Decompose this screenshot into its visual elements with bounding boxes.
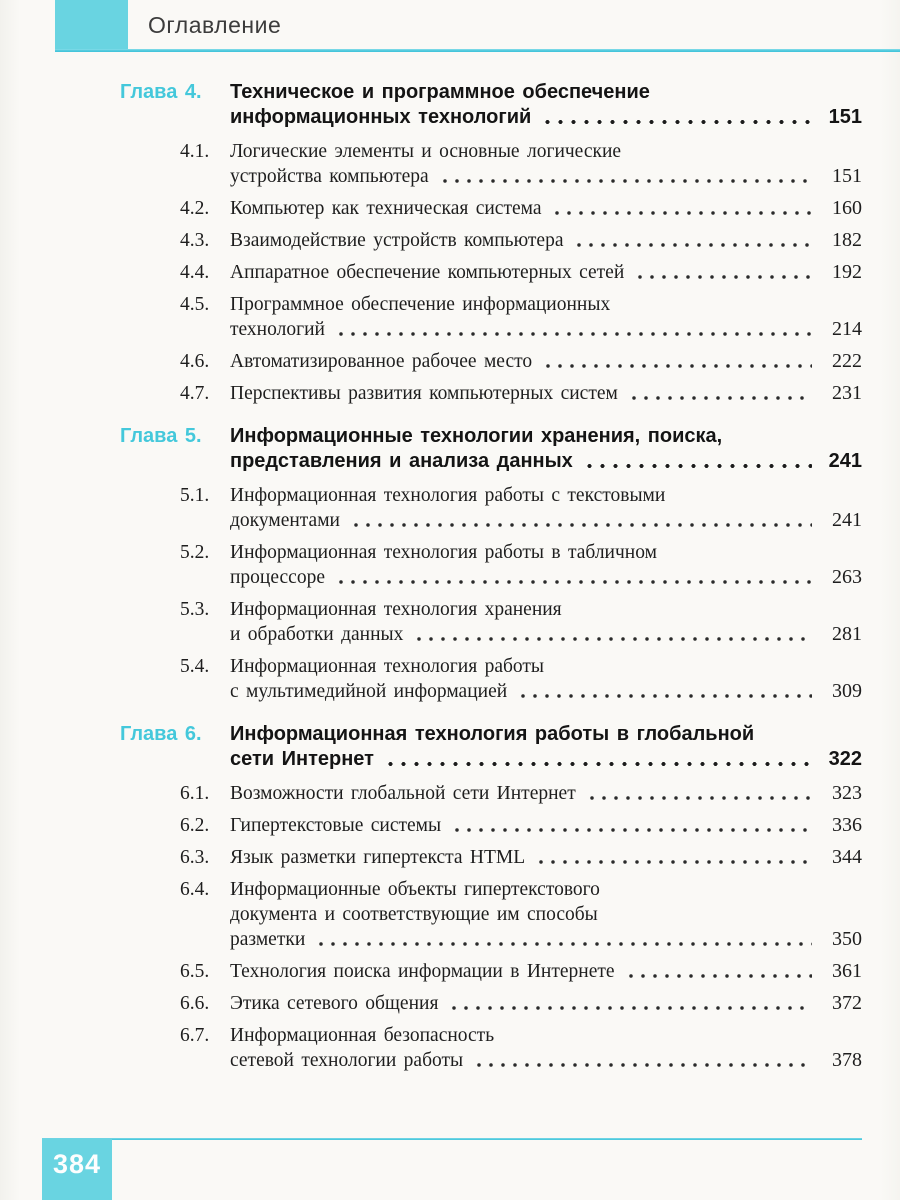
entry-body: [230, 540, 862, 590]
dot-leader: [517, 679, 812, 704]
entry-last-line: [230, 565, 862, 590]
entry-text-line: Этика сетевого общения: [230, 993, 439, 1014]
toc-entry: [120, 1023, 862, 1073]
dot-leader: [315, 927, 812, 952]
entry-page-number: 263: [832, 566, 862, 588]
header-rule-divider: [55, 49, 900, 52]
entry-page-number: 192: [832, 261, 862, 283]
dot-leader: [451, 813, 812, 838]
entry-text-line: Программное обеспечение информационных: [230, 294, 611, 315]
entry-page-number: 151: [828, 106, 862, 128]
chapter-label: Глава 6.: [120, 723, 202, 745]
entry-body: [230, 813, 862, 838]
entry-last-line: [230, 1048, 862, 1073]
entry-body: [230, 1023, 862, 1073]
entry-page-number: 336: [832, 814, 862, 836]
entry-page-number: 378: [832, 1049, 862, 1071]
entry-page-number: 241: [828, 450, 862, 472]
chapter-title: [230, 722, 862, 772]
entry-text-line: Информационная технология работы в глобальной: [230, 723, 755, 745]
dot-leader: [634, 260, 812, 285]
entry-number: 5.3.: [180, 599, 210, 620]
entry-body: [230, 260, 862, 285]
entry-text-line: Технология поиска информации в Интернете: [230, 961, 615, 982]
toc-entry: [120, 654, 862, 704]
dot-leader: [586, 781, 812, 806]
entry-body: [230, 781, 862, 806]
header-corner-square: [55, 0, 128, 51]
entry-text-line: Информационная технология работы в табличном: [230, 542, 657, 563]
entry-last-line: [230, 622, 862, 647]
toc-entry: [120, 781, 862, 806]
entry-text-line: документами: [230, 510, 340, 531]
entry-page-number: 214: [832, 318, 862, 340]
entry-page-number: 182: [832, 229, 862, 251]
entry-text-line: Взаимодействие устройств компьютера: [230, 230, 564, 251]
entry-page-number: 241: [832, 509, 862, 531]
entry-last-line: [230, 679, 862, 704]
toc-entry: [120, 597, 862, 647]
entry-page-number: 322: [828, 748, 862, 770]
entry-number: 5.2.: [180, 542, 210, 563]
entry-body: [230, 959, 862, 984]
page-header: [0, 0, 900, 56]
page-number: 384: [52, 1149, 102, 1179]
entry-number: 4.6.: [180, 351, 210, 372]
dot-leader: [535, 845, 812, 870]
entry-last-line: [230, 747, 862, 772]
entry-page-number: 160: [832, 197, 862, 219]
entry-page-number: 309: [832, 680, 862, 702]
entry-text-line: и обработки данных: [230, 624, 404, 645]
toc-entry: [120, 260, 862, 285]
entry-body: [230, 292, 862, 342]
entry-number: 6.2.: [180, 815, 210, 836]
chapter-block: [120, 424, 862, 704]
entry-last-line: [230, 927, 862, 952]
entry-number: 4.5.: [180, 294, 210, 315]
entry-number: 4.3.: [180, 230, 210, 251]
entry-text-line: Информационная технология работы с текстовыми: [230, 485, 666, 506]
entry-body: [230, 597, 862, 647]
entry-last-line: [230, 991, 862, 1016]
entry-body: [230, 877, 862, 952]
entry-page-number: 361: [832, 960, 862, 982]
entry-body: [230, 654, 862, 704]
toc-entry: [120, 196, 862, 221]
toc-entry: [120, 959, 862, 984]
entry-body: [230, 381, 862, 406]
entry-number: 4.7.: [180, 383, 210, 404]
entry-last-line: [230, 228, 862, 253]
entry-number: 6.1.: [180, 783, 210, 804]
entry-number: 5.4.: [180, 656, 210, 677]
entry-page-number: 222: [832, 350, 862, 372]
entry-text-line: Возможности глобальной сети Интернет: [230, 783, 576, 804]
entry-body: [230, 228, 862, 253]
entry-last-line: [230, 449, 862, 474]
chapter-heading: [120, 80, 862, 130]
entry-body: [230, 196, 862, 221]
entry-text-line: с мультимедийной информацией: [230, 681, 508, 702]
entry-text-line: Логические элементы и основные логические: [230, 141, 622, 162]
chapter-label: Глава 4.: [120, 81, 202, 103]
dot-leader: [335, 317, 812, 342]
entry-body: [230, 991, 862, 1016]
dot-leader: [413, 622, 812, 647]
entry-number: 4.4.: [180, 262, 210, 283]
dot-leader: [541, 105, 812, 130]
dot-leader: [439, 164, 812, 189]
entry-number: 6.6.: [180, 993, 210, 1014]
entry-number: 5.1.: [180, 485, 210, 506]
entry-last-line: [230, 508, 862, 533]
entry-last-line: [230, 164, 862, 189]
chapter-title: [230, 80, 862, 130]
chapter-heading: [120, 424, 862, 474]
entry-text-line: Информационные объекты гипертекстового: [230, 879, 600, 900]
chapter-label: Глава 5.: [120, 425, 202, 447]
entry-text-line: разметки: [230, 929, 306, 950]
page-title: Оглавление: [148, 12, 282, 38]
page-number-badge: [42, 1139, 112, 1200]
entry-text-line: Перспективы развития компьютерных систем: [230, 383, 618, 404]
toc-entry: [120, 381, 862, 406]
entry-page-number: 281: [832, 623, 862, 645]
entry-page-number: 323: [832, 782, 862, 804]
entry-last-line: [230, 105, 862, 130]
entry-text-line: Гипертекстовые системы: [230, 815, 442, 836]
chapter-title: [230, 424, 862, 474]
entry-text-line: Информационные технологии хранения, поиска,: [230, 425, 723, 447]
entry-text-line: Информационная технология хранения: [230, 599, 562, 620]
dot-leader: [628, 381, 812, 406]
dot-leader: [625, 959, 812, 984]
entry-text-line: Аппаратное обеспечение компьютерных сетей: [230, 262, 625, 283]
entry-last-line: [230, 381, 862, 406]
entry-page-number: 350: [832, 928, 862, 950]
entry-last-line: [230, 196, 862, 221]
dot-leader: [583, 449, 812, 474]
entry-last-line: [230, 845, 862, 870]
toc-entry: [120, 845, 862, 870]
chapter-block: [120, 80, 862, 406]
entry-text-line: сетевой технологии работы: [230, 1050, 464, 1071]
entry-page-number: 231: [832, 382, 862, 404]
entry-body: [230, 845, 862, 870]
entry-number: 6.5.: [180, 961, 210, 982]
chapter-block: [120, 722, 862, 1073]
entry-last-line: [230, 349, 862, 374]
entry-last-line: [230, 813, 862, 838]
toc-entry: [120, 292, 862, 342]
entry-last-line: [230, 781, 862, 806]
entry-page-number: 151: [832, 165, 862, 187]
toc-entry: [120, 139, 862, 189]
entry-page-number: 372: [832, 992, 862, 1014]
toc-entry: [120, 813, 862, 838]
toc-entry: [120, 228, 862, 253]
entry-text-line: Автоматизированное рабочее место: [230, 351, 533, 372]
entry-body: [230, 139, 862, 189]
entry-number: 6.3.: [180, 847, 210, 868]
toc-entry: [120, 349, 862, 374]
entry-text-line: Информационная безопасность: [230, 1025, 495, 1046]
dot-leader: [573, 228, 812, 253]
entry-text-line: Язык разметки гипертекста HTML: [230, 847, 526, 868]
entry-text-line: информационных технологий: [230, 106, 532, 128]
toc-entry: [120, 483, 862, 533]
dot-leader: [542, 349, 812, 374]
dot-leader: [551, 196, 812, 221]
dot-leader: [335, 565, 812, 590]
chapter-heading: [120, 722, 862, 772]
entry-text-line: сети Интернет: [230, 748, 374, 770]
entry-text-line: технологий: [230, 319, 325, 340]
toc-entry: [120, 540, 862, 590]
dot-leader: [384, 747, 812, 772]
entry-text-line: процессоре: [230, 567, 325, 588]
entry-last-line: [230, 959, 862, 984]
dot-leader: [448, 991, 812, 1016]
entry-last-line: [230, 260, 862, 285]
entry-text-line: Техническое и программное обеспечение: [230, 81, 650, 103]
toc-entry: [120, 877, 862, 952]
entry-body: [230, 349, 862, 374]
dot-leader: [473, 1048, 812, 1073]
entry-number: 6.4.: [180, 879, 210, 900]
entry-text-line: документа и соответствующие им способы: [230, 904, 598, 925]
entry-text-line: устройства компьютера: [230, 166, 429, 187]
entry-text-line: Информационная технология работы: [230, 656, 545, 677]
entry-text-line: Компьютер как техническая система: [230, 198, 542, 219]
toc-list: [120, 80, 862, 1073]
entry-number: 4.2.: [180, 198, 210, 219]
entry-body: [230, 483, 862, 533]
toc-entry: [120, 991, 862, 1016]
entry-last-line: [230, 317, 862, 342]
footer-rule-divider: [42, 1138, 862, 1140]
dot-leader: [350, 508, 812, 533]
entry-number: 6.7.: [180, 1025, 210, 1046]
entry-page-number: 344: [832, 846, 862, 868]
entry-text-line: представления и анализа данных: [230, 450, 573, 472]
entry-number: 4.1.: [180, 141, 210, 162]
